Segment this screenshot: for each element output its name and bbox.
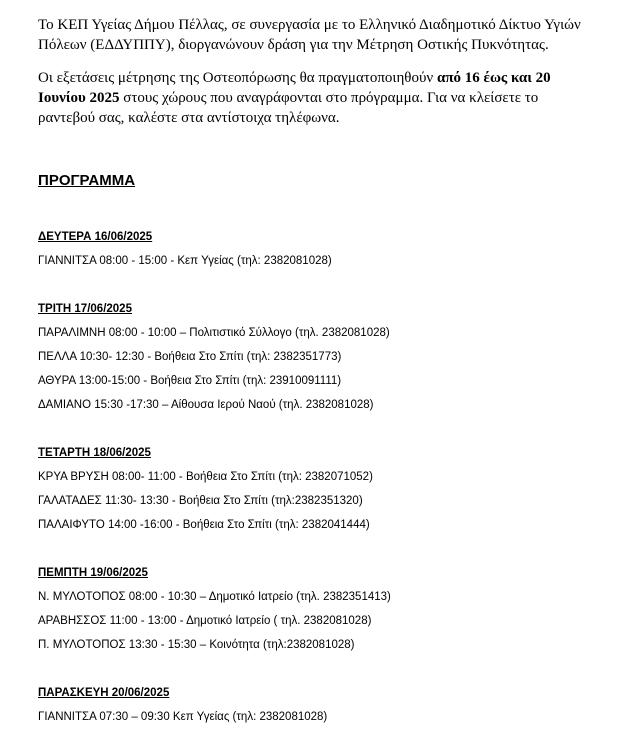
schedule-entry: Ν. ΜΥΛΟΤΟΠΟΣ 08:00 - 10:30 – Δημοτικό Ιατρείο (τηλ. 2382351413) — [38, 591, 391, 603]
schedule-entry: ΠΕΛΛΑ 10:30- 12:30 - Βοήθεια Στο Σπίτι (τηλ: 2382351773) — [38, 351, 342, 363]
day-block-monday — [38, 230, 598, 278]
schedule-entry: ΠΑΛΑΙΦΥΤΟ 14:00 -16:00 - Βοήθεια Στο Σπίτι (τηλ: 2382041444) — [38, 519, 370, 531]
schedule-entry: ΑΘΥΡΑ 13:00-15:00 - Βοήθεια Στο Σπίτι (τηλ: 23910091111) — [38, 375, 342, 387]
schedule-entry: ΔΑΜΙΑΝΟ 15:30 -17:30 – Αίθουσα Ιερού Ναού (τηλ. 2382081028) — [38, 399, 374, 411]
schedule-entry: ΑΡΑΒΗΣΣΟΣ 11:00 - 13:00 - Δημοτικό Ιατρείο ( τηλ. 2382081028) — [38, 615, 372, 627]
intro-paragraph-2 — [38, 68, 598, 128]
intro-paragraph-1: Το ΚΕΠ Υγείας Δήμου Πέλλας, σε συνεργασία με το Ελληνικό Διαδημοτικό Δίκτυο Υγιών Πόλεων (ΕΔΔΥΠΠΥ), διοργανώνουν δράση για την Μέτρηση Οστικής Πυκνότητας. — [38, 17, 581, 53]
intro-date-range: από 16 έως και 20 Ιουνίου 2025 — [38, 70, 551, 106]
intro-paragraph-2-start: Οι εξετάσεις μέτρησης της Οστεοπόρωσης θα πραγματοποιηθούν — [38, 70, 437, 86]
schedule-entry: ΓΙΑΝΝΙΤΣΑ 07:30 – 09:30 Κεπ Υγείας (τηλ: 2382081028) — [38, 711, 328, 723]
day-title: ΠΕΜΠΤΗ 19/06/2025 — [38, 567, 148, 579]
day-title: ΤΕΤΑΡΤΗ 18/06/2025 — [38, 447, 151, 459]
day-title: ΔΕΥΤΕΡΑ 16/06/2025 — [38, 231, 153, 243]
schedule-entry: ΠΑΡΑΛΙΜΝΗ 08:00 - 10:00 – Πολιτιστικό Σύλλογο (τηλ. 2382081028) — [38, 327, 390, 339]
day-title: ΠΑΡΑΣΚΕΥΗ 20/06/2025 — [38, 687, 170, 699]
day-block-friday — [38, 686, 598, 734]
day-block-tuesday — [38, 302, 598, 422]
day-block-thursday — [38, 566, 598, 662]
schedule-entry: Π. ΜΥΛΟΤΟΠΟΣ 13:30 - 15:30 – Κοινότητα (τηλ:2382081028) — [38, 639, 355, 651]
schedule-entry: ΚΡΥΑ ΒΡΥΣΗ 08:00- 11:00 - Βοήθεια Στο Σπίτι (τηλ: 2382071052) — [38, 471, 373, 483]
schedule-entry: ΓΙΑΝΝΙΤΣΑ 08:00 - 15:00 - Κεπ Υγείας (τηλ: 2382081028) — [38, 255, 332, 267]
schedule-entry: ΓΑΛΑΤΑΔΕΣ 11:30- 13:30 - Βοήθεια Στο Σπίτι (τηλ:2382351320) — [38, 495, 363, 507]
program-title: ΠΡΟΓΡΑΜΜΑ — [38, 172, 136, 189]
day-block-wednesday — [38, 446, 598, 542]
day-title: ΤΡΙΤΗ 17/06/2025 — [38, 303, 132, 315]
intro-paragraph-2-end: στους χώρους που αναγράφονται στο πρόγραμμα. Για να κλείσετε το ραντεβού σας, καλέστε στα αντίστοιχα τηλέφωνα. — [38, 90, 539, 126]
